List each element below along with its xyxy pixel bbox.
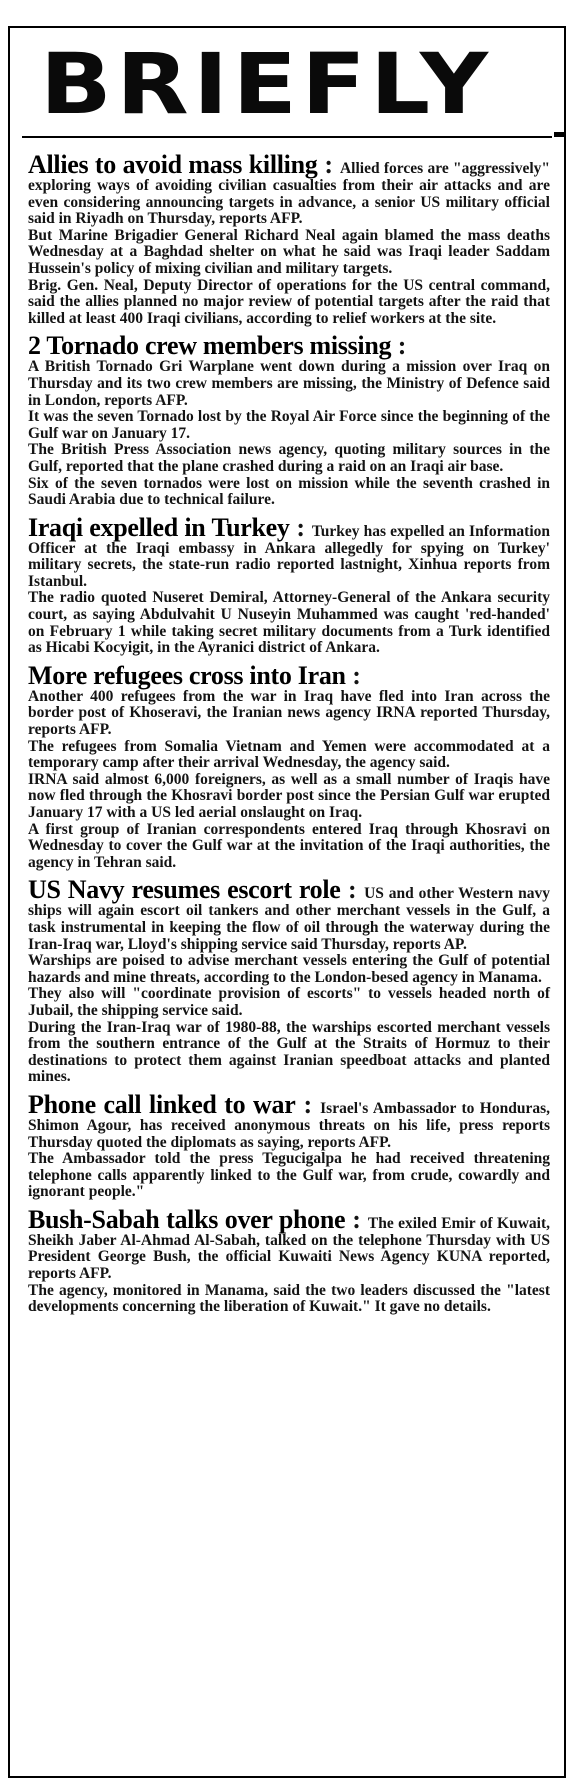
story-headline: Allies to avoid mass killing (28, 150, 318, 179)
headline-colon: : (289, 512, 312, 542)
story-first-paragraph (28, 660, 550, 690)
news-story (28, 660, 550, 872)
news-story (28, 152, 550, 327)
story-headline: Bush-Sabah talks over phone (28, 1204, 346, 1234)
story-paragraph: A British Tornado Gri Warplane went down during a mission over Iraq on Thursday and its two crew members are missing, the Ministry of Defence said in London, reports AFP. (28, 358, 550, 409)
story-headline: US Navy resumes escort role (28, 875, 341, 905)
story-paragraph: But Marine Brigadier General Richard Neal again blamed the mass deaths Wednesday at a Baghdad shelter on what he said was Iraqi leader Saddam Hussein's policy of mixing civilian and military targets. (28, 226, 550, 277)
story-first-paragraph (28, 1204, 550, 1283)
story-headline: Iraqi expelled in Turkey (28, 512, 290, 542)
news-story (28, 1204, 550, 1316)
masthead-rule-end (554, 132, 564, 137)
story-headline: More refugees cross into Iran (28, 660, 346, 690)
story-paragraph: The refugees from Somalia Vietnam and Yemen were accommodated at a temporary camp after their arrival Wednesday, the agency said. (28, 737, 550, 772)
masthead-rule (22, 136, 552, 138)
story-paragraph: Another 400 refugees from the war in Iraq have fled into Iran across the border post of Khoseravi, the Iranian news agency IRNA reported Thursday, reports AFP. (28, 687, 550, 739)
story-paragraph: The British Press Association news agency, quoting military sources in the Gulf, reported that the plane crashed during a raid on an Iraqi air base. (28, 441, 550, 475)
news-story (28, 512, 550, 657)
story-headline: Phone call linked to war (28, 1089, 296, 1119)
story-first-paragraph (28, 152, 550, 228)
masthead (22, 28, 552, 148)
headline-colon: : (345, 660, 361, 690)
story-paragraph: The Ambassador told the press Tegucigalpa he had received threatening telephone calls apparently linked to the Gulf war, from crude, cowardly and ignorant people." (28, 1150, 550, 1201)
news-story (28, 877, 550, 1086)
story-paragraph: It was the seven Tornado lost by the Royal Air Force since the beginning of the Gulf war on January 17. (28, 408, 550, 442)
headline-colon: : (295, 1089, 321, 1119)
story-first-paragraph (28, 333, 550, 359)
headline-colon: : (340, 875, 365, 905)
story-paragraph: The agency, monitored in Manama, said the two leaders discussed the "latest developments concerning the liberation of Kuwait." It gave no details. (28, 1281, 550, 1316)
story-paragraph: Brig. Gen. Neal, Deputy Director of operations for the US central command, said the allies planned no major review of potential targets after the raid that killed at least 400 Iraqi civilians, according to relief workers at the site. (28, 276, 550, 327)
story-first-paragraph (28, 1089, 550, 1151)
headline-colon: : (391, 331, 407, 361)
story-paragraph: During the Iran-Iraq war of 1980-88, the warships escorted merchant vessels from the southern entrance of the Gulf at the Straits of Hormuz to their destinations to protect them against Iranian speedboat attacks and planted mines. (28, 1018, 550, 1086)
story-lead-text: US and other Western navy ships will again escort oil tankers and other merchant vessels in the Gulf, a task instrumental in keeping the flow of oil through the waterway during the Iran-Iraq war, Lloyd's shipping service said Thursday, reports AP. (28, 885, 550, 953)
story-lead-text: The exiled Emir of Kuwait, Sheikh Jaber Al-Ahmad Al-Sabah, talked on the telephone Thursday with US President George Bush, the official Kuwaiti News Agency KUNA reported, reports AFP. (28, 1214, 550, 1283)
story-paragraph: The radio quoted Nuseret Demiral, Attorney-General of the Ankara security court, as saying Abdulvahit U Nuseyin Muhammed was caught 'red-handed' on February 1 while taking secret military documents from a Turk identified as Hicabi Kocyigit, in the Ayranici district of Ankara. (28, 589, 550, 657)
story-lead-text: Allied forces are "aggressively" exploring ways of avoiding civilian casualties from their air attacks and are even considering announcing targets in advance, a senior US military official said in Riyadh on Thursday, reports AFP. (28, 160, 550, 228)
story-paragraph: They also will "coordinate provision of escorts" to vessels headed north of Jubail, the shipping service said. (28, 985, 550, 1019)
headline-colon: : (317, 150, 340, 179)
story-list (10, 148, 564, 1316)
story-lead-text: Turkey has expelled an Information Officer at the Iraqi embassy in Ankara allegedly for spying on Turkey' military secrets, the state-run radio reported lastnight, Xinhua reports from Istanbul. (28, 522, 550, 590)
news-story (28, 333, 550, 508)
masthead-title: BRIEFLY (40, 35, 493, 133)
story-headline: 2 Tornado crew members missing (28, 331, 392, 361)
news-story (28, 1089, 550, 1201)
story-paragraph: Six of the seven tornados were lost on mission while the seventh crashed in Saudi Arabia due to technical failure. (28, 474, 550, 509)
news-briefs-column (8, 26, 566, 1778)
story-paragraph: IRNA said almost 6,000 foreigners, as well as a small number of Iraqis have now fled through the Khosravi border post since the Persian Gulf war erupted January 17 with a US led aerial onslaught on Iraq. (28, 770, 550, 821)
story-first-paragraph (28, 877, 550, 953)
story-paragraph: A first group of Iranian correspondents entered Iraq through Khosravi on Wednesday to cover the Gulf war at the invitation of the Iraqi authorities, the agency in Tehran said. (28, 820, 550, 871)
story-lead-text: Israel's Ambassador to Honduras, Shimon Agour, has received anonymous threats on his life, press reports Thursday quoted the diplomats as saying, reports AFP. (28, 1099, 550, 1151)
story-paragraph: Warships are poised to advise merchant vessels entering the Gulf of potential hazards and mine threats, according to the London-besed agency in Manama. (28, 952, 550, 986)
story-first-paragraph (28, 512, 550, 591)
headline-colon: : (345, 1204, 368, 1234)
